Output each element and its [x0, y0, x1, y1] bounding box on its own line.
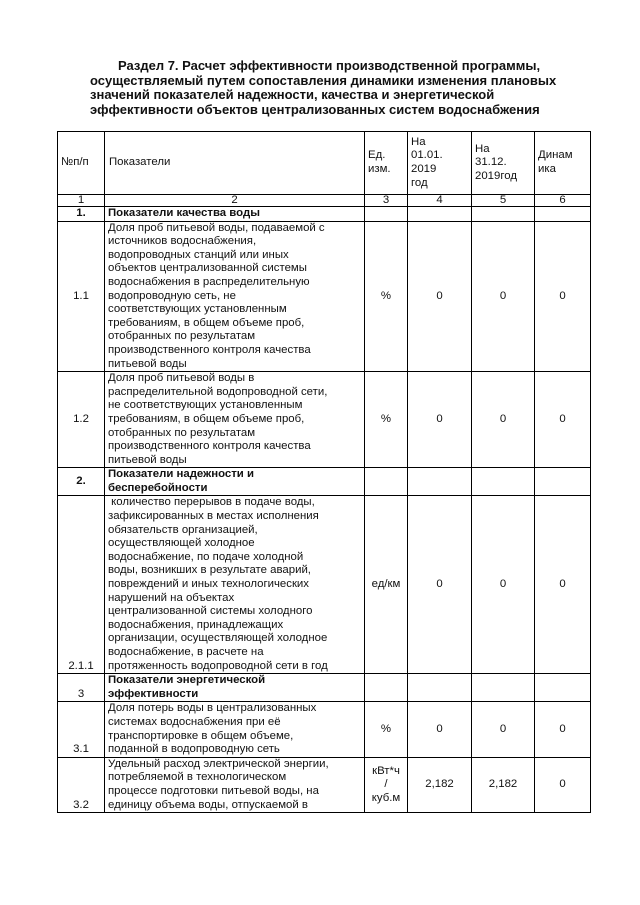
header-unit — [365, 132, 408, 195]
value-end: 0 — [472, 496, 535, 674]
unit-cell: % — [365, 372, 408, 468]
header-unit-line: Ед. — [368, 149, 386, 162]
table-header-row — [58, 132, 591, 195]
header-end-line: 2019год — [475, 169, 517, 182]
text-line: централизованной системы холодного — [108, 605, 313, 618]
text-line: питьевой воды — [108, 357, 187, 370]
text-line: водоснабжение, в расчете на — [108, 646, 264, 658]
text-line: Доля проб питьевой воды в — [108, 372, 255, 385]
text-line: Удельный расход электрической энергии, — [108, 757, 329, 770]
text-line: протяженность водопроводной сети в год — [108, 659, 328, 672]
indicators-table — [57, 131, 591, 813]
section-heading — [105, 468, 365, 496]
empty-cell — [408, 207, 472, 222]
header-start-line: На — [411, 135, 426, 148]
column-number-row — [58, 195, 591, 207]
row-num: 1. — [58, 207, 105, 222]
text-line: Показатели энергетической — [108, 674, 266, 687]
text-line: осуществляющей холодное — [108, 537, 255, 550]
text-line: процессе подготовки питьевой воды, на — [108, 784, 319, 797]
row-num: 3.1 — [58, 702, 105, 757]
column-number: 1 — [58, 195, 105, 207]
header-start-line: 01.01. — [411, 149, 443, 162]
empty-cell — [365, 468, 408, 496]
header-unit-line: изм. — [368, 163, 391, 175]
text-line: обязательств организацией, — [108, 523, 258, 536]
value-start: 0 — [408, 372, 472, 468]
text-line: системах водоснабжения при её — [108, 715, 281, 728]
column-number: 4 — [408, 195, 472, 207]
unit-cell: % — [365, 702, 408, 757]
text-line: водопроводных станций или иных — [108, 248, 289, 261]
value-dynamics: 0 — [535, 372, 591, 468]
text-line: производственного контроля качества — [108, 440, 311, 453]
row-num: 1.2 — [58, 372, 105, 468]
text-line: распределительной водопроводной сети, — [108, 385, 328, 398]
text-line: нарушений на объектах — [108, 591, 235, 604]
header-dynamics-line: Динам — [538, 149, 573, 162]
table-row — [58, 702, 591, 757]
title-line: осуществляемый путем сопоставления динамики изменения плановых — [90, 72, 557, 88]
text-line: поданной в водопроводную сеть — [108, 743, 280, 756]
text-line: количество перерывов в подаче воды, — [108, 496, 315, 509]
empty-cell — [535, 207, 591, 222]
text-line: соответствующих установленным — [108, 303, 287, 316]
column-number: 3 — [365, 195, 408, 207]
unit-line: / — [384, 778, 388, 791]
section-row — [58, 674, 591, 702]
value-start: 0 — [408, 702, 472, 757]
text-line: повреждений и иных технологических — [108, 578, 309, 591]
row-num: 3 — [58, 674, 105, 702]
text-line: воды, возникших в результате аварий, — [108, 564, 311, 577]
empty-cell — [408, 468, 472, 496]
header-num: №п/п — [58, 132, 105, 195]
header-indicator: Показатели — [105, 132, 365, 195]
text-line: водоснабжения в распределительную — [108, 275, 310, 288]
column-number: 6 — [535, 195, 591, 207]
text-line: водопроводную сеть, не — [108, 289, 236, 302]
unit-cell: ед/км — [365, 496, 408, 674]
text-line: отобранных по результатам — [108, 426, 256, 439]
header-start-line: 2019 — [411, 163, 437, 175]
empty-cell — [365, 207, 408, 222]
header-end-date — [472, 132, 535, 195]
text-line: отобранных по результатам — [108, 330, 256, 343]
title-line: эффективности объектов централизованных систем водоснабжения — [90, 101, 540, 117]
empty-cell — [472, 207, 535, 222]
text-line: бесперебойности — [108, 481, 208, 494]
section-title — [90, 59, 570, 117]
indicator-text — [105, 702, 365, 757]
text-line: объектов централизованной системы — [108, 262, 307, 275]
empty-cell — [535, 674, 591, 702]
row-num: 3.2 — [58, 757, 105, 812]
value-start: 2,182 — [408, 757, 472, 812]
header-dynamics — [535, 132, 591, 195]
table-row — [58, 372, 591, 468]
value-dynamics: 0 — [535, 496, 591, 674]
unit-line: куб.м — [371, 791, 401, 804]
header-dynamics-line: ика — [538, 163, 556, 175]
text-line: питьевой воды — [108, 453, 187, 466]
text-line: требованиям, в общем объеме проб, — [108, 412, 305, 425]
title-line: значений показателей надежности, качества и энергетической — [90, 87, 495, 102]
empty-cell — [472, 674, 535, 702]
empty-cell — [365, 674, 408, 702]
indicator-text — [105, 221, 365, 372]
text-line: водоснабжения, принадлежащих — [108, 618, 284, 631]
text-line: не соответствующих установленным — [108, 399, 303, 412]
section-row — [58, 468, 591, 496]
header-start-line: год — [411, 176, 428, 189]
value-dynamics: 0 — [535, 702, 591, 757]
text-line: водоснабжение, по подаче холодной — [108, 550, 304, 563]
value-dynamics: 0 — [535, 221, 591, 372]
section-heading — [105, 674, 365, 702]
value-end: 2,182 — [472, 757, 535, 812]
row-num: 2. — [58, 468, 105, 496]
title-line: Раздел 7. Расчет эффективности производственной программы, — [118, 58, 541, 73]
table-row — [58, 221, 591, 372]
value-start: 0 — [408, 496, 472, 674]
header-end-line: 31.12. — [475, 156, 507, 169]
empty-cell — [472, 468, 535, 496]
indicator-text — [105, 757, 365, 812]
row-num: 1.1 — [58, 221, 105, 372]
empty-cell — [408, 674, 472, 702]
indicator-text — [105, 372, 365, 468]
value-end: 0 — [472, 221, 535, 372]
header-start-date — [408, 132, 472, 195]
unit-cell: % — [365, 221, 408, 372]
text-line: Доля потерь воды в централизованных — [108, 702, 317, 715]
text-line: единицу объема воды, отпускаемой в — [108, 798, 308, 811]
unit-line: кВт*ч — [372, 764, 400, 777]
empty-cell — [535, 468, 591, 496]
text-line: Показатели надежности и — [108, 468, 254, 481]
column-number: 5 — [472, 195, 535, 207]
value-end: 0 — [472, 702, 535, 757]
text-line: Доля проб питьевой воды, подаваемой с — [108, 221, 325, 234]
table-row — [58, 757, 591, 812]
indicator-text — [105, 496, 365, 674]
text-line: источников водоснабжения, — [108, 235, 257, 248]
table-row — [58, 496, 591, 674]
text-line: зафиксированных в местах исполнения — [108, 510, 319, 523]
unit-cell — [365, 757, 408, 812]
text-line: транспортировке в общем объеме, — [108, 729, 294, 742]
section-heading: Показатели качества воды — [105, 207, 365, 222]
row-num: 2.1.1 — [58, 496, 105, 674]
value-dynamics: 0 — [535, 757, 591, 812]
section-row — [58, 207, 591, 222]
value-start: 0 — [408, 221, 472, 372]
text-line: потребляемой в технологическом — [108, 771, 287, 784]
column-number: 2 — [105, 195, 365, 207]
value-end: 0 — [472, 372, 535, 468]
header-end-line: На — [475, 142, 490, 155]
text-line: производственного контроля качества — [108, 343, 311, 356]
text-line: требованиям, в общем объеме проб, — [108, 316, 305, 329]
text-line: организации, осуществляющей холодное — [108, 632, 328, 645]
text-line: эффективности — [108, 687, 199, 700]
